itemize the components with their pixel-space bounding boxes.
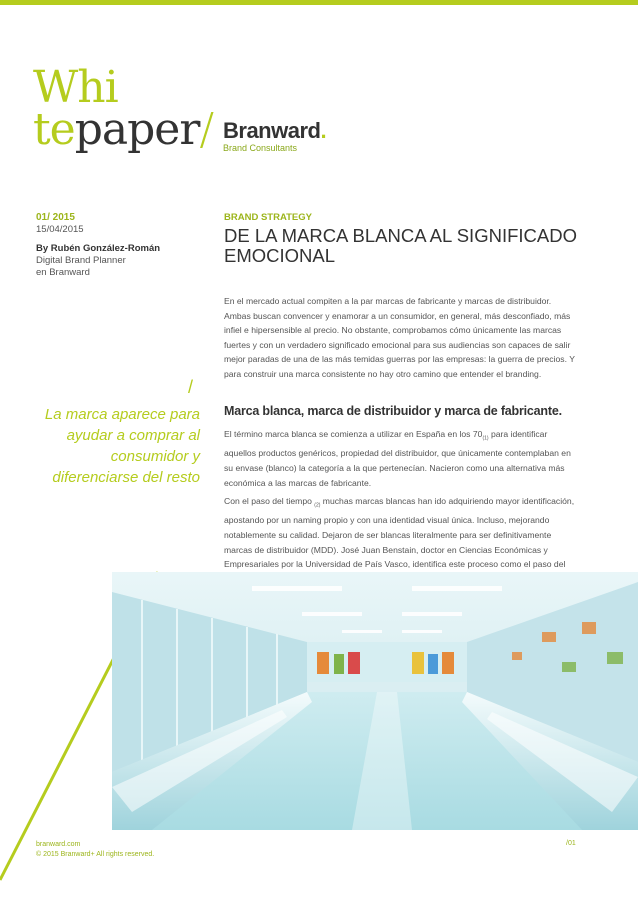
pullquote: La marca aparece para ayudar a comprar al consumidor y diferenciarse del resto: [44, 406, 200, 486]
p2-text-b: para identificar aquellos productos genéricos, propiedad del distribuidor, que únicamente contemplaban en su envase (blanco) la categoría a la que pertenecían. Nacieron como una alternativa más económica a las marcas de fabricante.: [224, 429, 571, 488]
issue-number: 01/ 2015: [36, 212, 75, 223]
logo-whitepaper-line2: [33, 104, 214, 155]
article-meta: [36, 212, 160, 279]
footer-info: [36, 840, 154, 860]
author-name: By Rubén González-Román: [36, 243, 161, 254]
brand-subtitle: Brand Consultants: [223, 143, 298, 153]
logo-rest-part: paper: [74, 104, 200, 155]
paragraph-2: [224, 427, 578, 490]
footnote-ref-1: (1): [482, 435, 489, 442]
publish-date: 15/04/2015: [36, 224, 84, 235]
section-heading: Marca blanca, marca de distribuidor y marca de fabricante.: [224, 404, 562, 418]
logo-slash: /: [199, 104, 214, 155]
footer-site-link[interactable]: branward.com: [36, 841, 81, 848]
footnote-ref-2: (2): [314, 502, 321, 509]
author-role: Digital Brand Planner: [36, 255, 126, 266]
article-title: DE LA MARCA BLANCA AL SIGNIFICADO EMOCIONAL: [224, 225, 577, 266]
page-number: /01: [566, 840, 576, 847]
article-category: BRAND STRATEGY: [224, 212, 312, 223]
footer-copyright: © 2015 Branward+ All rights reserved.: [36, 851, 155, 858]
paragraph-intro: En el mercado actual compiten a la par marcas de fabricante y marcas de distribuidor. Ambas buscan convencer y enamorar a un consumidor, en general, más desconfiado, más infiel e hipersensible al precio. No obstante, comprobamos cómo únicamente las marcas fuertes y con un verdadero significado emocional para sus audiencias son capaces de salir mejor paradas de una de las más temidas guerras por las empresas: la guerra de precios. Y para construir una marca consistente no hay otro camino que entender el branding.: [224, 296, 575, 379]
logo-whitepaper-line1: Whi: [33, 62, 118, 113]
pullquote-slash: /: [188, 377, 194, 397]
logo-accent-part: te: [33, 104, 75, 155]
supermarket-aisle-photo: [112, 572, 638, 830]
brand-dot: .: [320, 118, 327, 143]
author-company: en Branward: [36, 267, 90, 278]
p2-text-a: El término marca blanca se comienza a utilizar en España en los 70: [224, 429, 483, 439]
brand-name: Branward: [223, 118, 321, 143]
p3-text-a: Con el paso del tiempo: [224, 496, 315, 506]
brand-logo: [223, 118, 326, 144]
p3-text-b: muchas marcas blancas han ido adquiriendo mayor identificación, apostando por un naming propio y con una identidad visual única. Incluso, mejorando notablemente su calidad. Dejaron de ser blancas literalmente para ser definitivamente marcas de distribuidor (MDD). José Juan Benstain, doctor en Ciencias Económicas y Empresariales por la Universidad de País Vasco, identifica este proceso como el paso del: [224, 496, 575, 570]
